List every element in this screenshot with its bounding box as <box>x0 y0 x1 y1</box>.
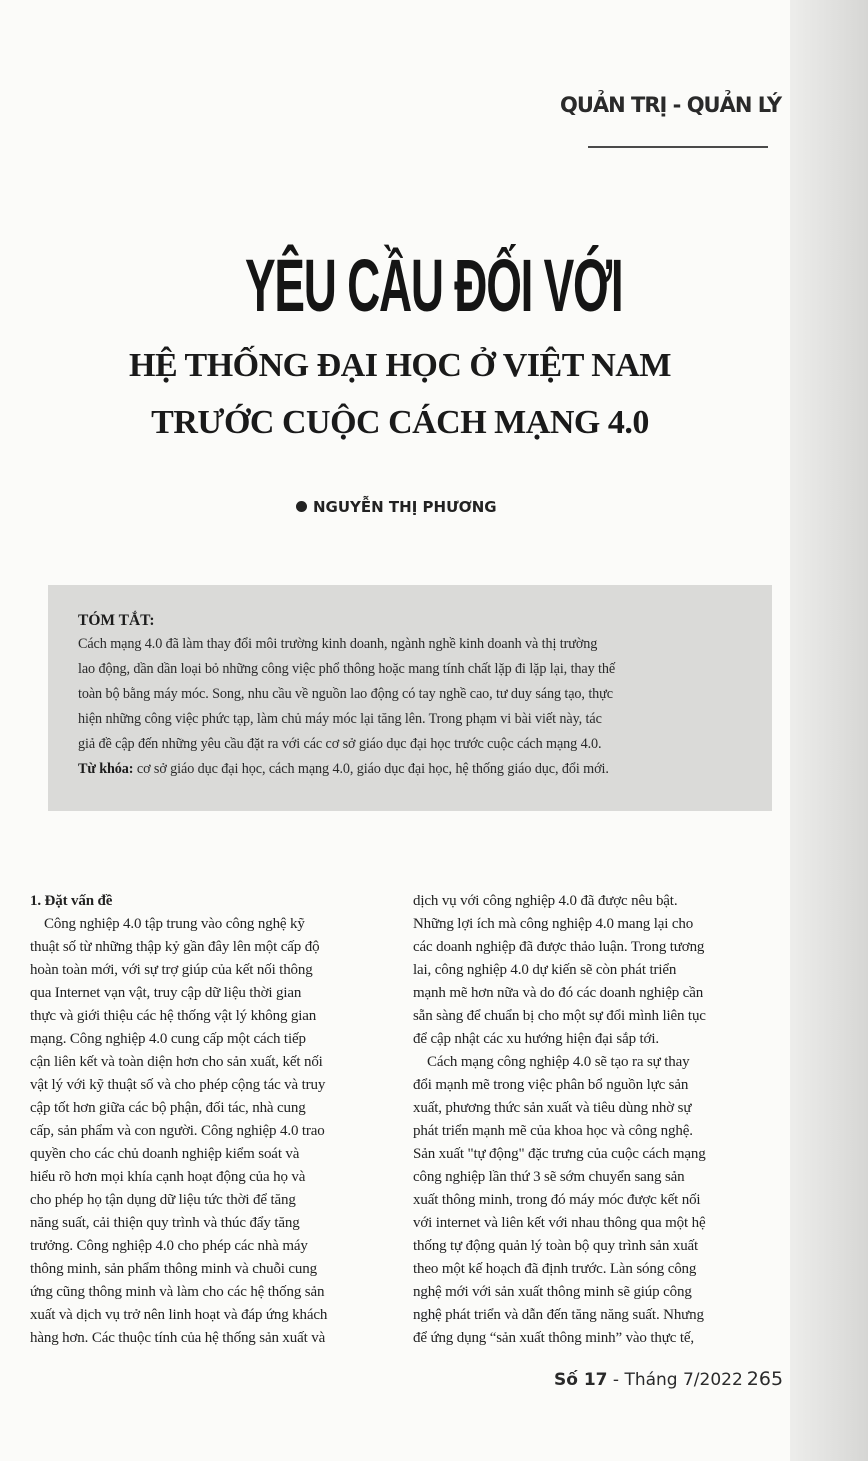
keywords-label: Từ khóa: <box>78 761 134 777</box>
author-name: NGUYỄN THỊ PHƯƠNG <box>313 498 497 516</box>
body-line: ứng cũng thông minh và làm cho các hệ thống sản <box>30 1284 325 1300</box>
abstract-line: toàn bộ bằng máy móc. Song, nhu cầu về nguồn lao động có tay nghề cao, tư duy sáng tạo, thực <box>78 686 613 702</box>
title-lead: YÊU CẦU ĐỐI VỚI <box>245 244 623 327</box>
body-line: hiểu rõ hơn mọi khía cạnh hoạt động của họ và <box>30 1169 306 1185</box>
body-line: các doanh nghiệp đã được thảo luận. Trong tương <box>413 939 705 955</box>
body-line: cập tốt hơn giữa các bộ phận, đối tác, nhà cung <box>30 1100 306 1116</box>
body-line: sẵn sàng để chuẩn bị cho một sự đổi mình liên tục <box>413 1008 706 1024</box>
section-heading: 1. Đặt vấn đề <box>30 893 113 909</box>
body-line: thuật số từ những thập kỷ gần đây lên một cấp độ <box>30 939 320 955</box>
body-line: với internet và liên kết với nhau thông qua một hệ <box>413 1215 706 1231</box>
body-line: nghệ phát triển và dẫn đến tăng năng suất. Nhưng <box>413 1307 704 1323</box>
body-line: cận liên kết và toàn diện hơn cho sản xuất, kết nối <box>30 1054 323 1070</box>
body-line: Cách mạng công nghiệp 4.0 sẽ tạo ra sự thay <box>427 1054 690 1070</box>
issue-number: Số 17 <box>554 1370 608 1390</box>
body-line: Công nghiệp 4.0 tập trung vào công nghệ kỹ <box>44 916 305 932</box>
body-line: xuất thông minh, trong đó máy móc được kết nối <box>413 1192 701 1208</box>
body-line: theo một kế hoạch đã định trước. Làn sóng công <box>413 1261 697 1277</box>
section-rule <box>588 146 768 148</box>
keywords-text: cơ sở giáo dục đại học, cách mạng 4.0, giáo dục đại học, hệ thống giáo dục, đổi mới. <box>133 761 609 777</box>
abstract-line: hiện những công việc phức tạp, làm chủ máy móc lại tăng lên. Trong phạm vi bài viết này, tác <box>78 711 602 727</box>
body-line: cấp, sản phẩm và con người. Công nghiệp 4.0 trao <box>30 1123 325 1139</box>
body-line: quyền cho các chủ doanh nghiệp kiểm soát và <box>30 1146 300 1162</box>
issue-month: - Tháng 7/2022 <box>607 1370 743 1390</box>
body-line: đổi mạnh mẽ trong việc phân bổ nguồn lực sản <box>413 1077 689 1093</box>
body-line: trưởng. Công nghiệp 4.0 cho phép các nhà máy <box>30 1238 308 1254</box>
body-line: phát triển mạnh mẽ của khoa học và công nghệ. <box>413 1123 693 1139</box>
body-line: thông minh, sản phẩm thông minh và chuỗi cung <box>30 1261 317 1277</box>
abstract-line: giả đề cập đến những yêu cầu đặt ra với các cơ sở giáo dục đại học trước cuộc cách mạng 4.0. <box>78 736 602 752</box>
abstract-keywords <box>78 761 732 778</box>
body-line: xuất, phương thức sản xuất và tiêu dùng nhờ sự <box>413 1100 692 1116</box>
body-line: công nghiệp lần thứ 3 sẽ sớm chuyển sang sản <box>413 1169 685 1185</box>
body-line: để ứng dụng “sản xuất thông minh” vào thực tế, <box>413 1330 694 1346</box>
body-line: cho phép họ tận dụng dữ liệu tức thời để tăng <box>30 1192 296 1208</box>
body-line: nghệ mới với sản xuất thông minh sẽ giúp công <box>413 1284 692 1300</box>
author-byline <box>296 498 497 516</box>
body-line: thống tự động quản lý toàn bộ quy trình sản xuất <box>413 1238 699 1254</box>
page-footer <box>554 1368 783 1390</box>
body-line: hàng hơn. Các thuộc tính của hệ thống sản xuất và <box>30 1330 326 1346</box>
page-number: 265 <box>746 1368 784 1390</box>
body-line: mạng. Công nghiệp 4.0 cung cấp một cách tiếp <box>30 1031 306 1047</box>
bullet-icon <box>296 501 307 512</box>
abstract-line: lao động, dần dần loại bỏ những công việc phổ thông hoặc mang tính chất lặp đi lặp lại, thay thế <box>78 661 616 677</box>
body-line: hoàn toàn mới, với sự trợ giúp của kết nối thông <box>30 962 313 978</box>
body-line: vật lý với kỹ thuật số và cho phép cộng tác và truy <box>30 1077 326 1093</box>
body-line: mạnh mẽ hơn nữa và do đó các doanh nghiệp cần <box>413 985 704 1001</box>
body-line: lai, công nghiệp 4.0 dự kiến sẽ còn phát triển <box>413 962 677 978</box>
title-line-1: HỆ THỐNG ĐẠI HỌC Ở VIỆT NAM <box>129 347 671 384</box>
abstract-heading: TÓM TẮT: <box>78 612 155 629</box>
body-line: dịch vụ với công nghiệp 4.0 đã được nêu bật. <box>413 893 678 909</box>
body-line: thực và giới thiệu các hệ thống vật lý không gian <box>30 1008 317 1024</box>
body-line: để cập nhật các xu hướng hiện đại sắp tới. <box>413 1031 659 1047</box>
body-line: năng suất, cải thiện quy trình và thúc đẩy tăng <box>30 1215 300 1231</box>
body-line: xuất và dịch vụ trở nên linh hoạt và đáp ứng khách <box>30 1307 328 1323</box>
page-edge-shadow <box>790 0 868 1461</box>
body-line: qua Internet vạn vật, truy cập dữ liệu thời gian <box>30 985 302 1001</box>
abstract-line: Cách mạng 4.0 đã làm thay đổi môi trường kinh doanh, ngành nghề kinh doanh và thị trường <box>78 636 598 652</box>
body-line: Những lợi ích mà công nghiệp 4.0 mang lại cho <box>413 916 694 932</box>
body-line: Sản xuất "tự động" đặc trưng của cuộc cách mạng <box>413 1146 706 1162</box>
title-line-2: TRƯỚC CUỘC CÁCH MẠNG 4.0 <box>151 404 649 441</box>
section-label: QUẢN TRỊ - QUẢN LÝ <box>560 93 782 117</box>
